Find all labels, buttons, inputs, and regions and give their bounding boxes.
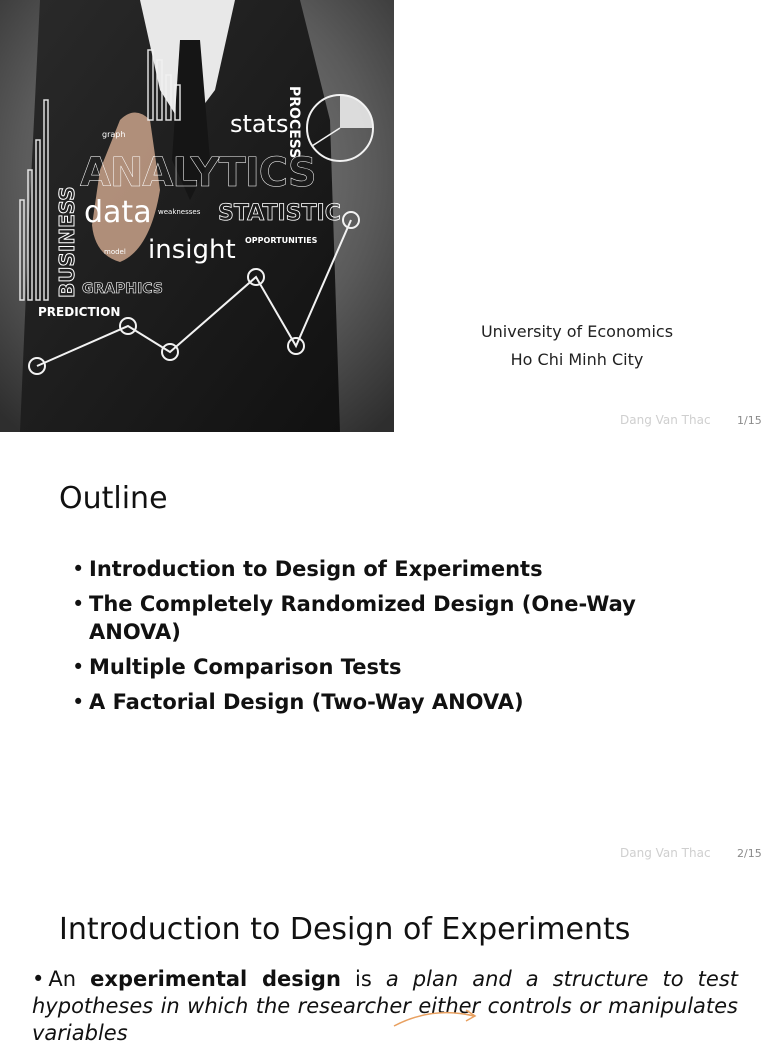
- footer-author: Dang Van Thac: [620, 413, 711, 427]
- page-number: 2/15: [737, 847, 762, 860]
- bullet-glyph: •: [32, 967, 45, 991]
- slide-1: [0, 0, 768, 433]
- outline-list: [72, 555, 672, 723]
- slide-3: [0, 866, 768, 1045]
- word-business: BUSINESS: [55, 186, 79, 298]
- page-number: 1/15: [737, 414, 762, 427]
- word-prediction: PREDICTION: [38, 305, 121, 319]
- text-an: An: [48, 967, 77, 991]
- word-stats: stats: [230, 110, 289, 138]
- slide-2: [0, 433, 768, 866]
- outline-item: • A Factorial Design (Two-Way ANOVA): [72, 688, 672, 716]
- outline-item: • Multiple Comparison Tests: [72, 653, 672, 681]
- slide-title: Outline: [59, 481, 168, 516]
- term-experimental-design: experimental design: [90, 967, 341, 991]
- footer-author: Dang Van Thac: [620, 846, 711, 860]
- text-is: is: [355, 967, 372, 991]
- word-graphics: GRAPHICS: [82, 281, 163, 297]
- word-graph: graph: [102, 130, 126, 139]
- definition-text: a plan and a structure to test hypotheses in which the researcher either controls or manipulates: [32, 967, 739, 1018]
- hero-graphic: [0, 0, 394, 432]
- institution-line-2: Ho Chi Minh City: [510, 350, 644, 369]
- outline-item: • Introduction to Design of Experiments: [72, 555, 672, 583]
- cutoff-text: variables: [32, 1021, 128, 1045]
- hero-analytics-image: [0, 0, 394, 432]
- word-data: data: [84, 195, 152, 230]
- word-insight: insight: [148, 235, 236, 265]
- outline-item: • The Completely Randomized Design (One-Way ANOVA): [72, 590, 672, 646]
- word-process: PROCESS: [286, 86, 302, 159]
- word-weaknesses: weaknesses: [158, 208, 201, 216]
- word-opportunities: OPPORTUNITIES: [245, 236, 318, 245]
- word-analytics: ANALYTICS: [80, 150, 316, 196]
- institution-line-1: University of Economics: [480, 322, 674, 341]
- handwritten-arrow-icon: [392, 1004, 482, 1028]
- slide-title: Introduction to Design of Experiments: [59, 912, 631, 947]
- word-model: model: [104, 248, 126, 256]
- definition-paragraph: [32, 966, 738, 1047]
- word-statistic: STATISTIC: [218, 201, 341, 226]
